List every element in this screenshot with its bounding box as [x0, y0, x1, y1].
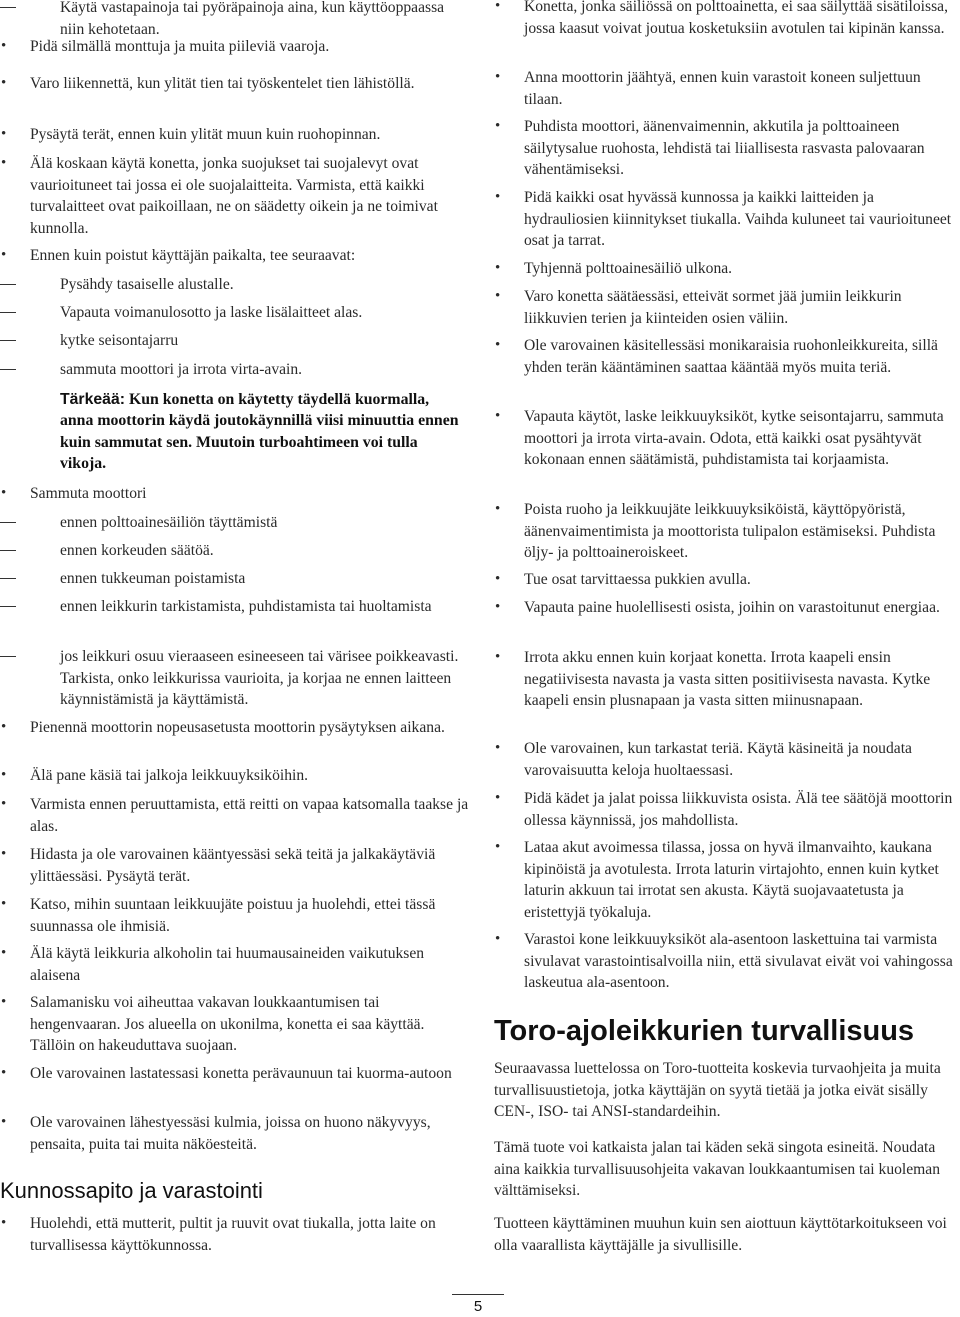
list-item: • Vapauta käytöt, laske leikkuuyksiköt, kytke seisontajarru, sammuta moottori ja irrota virta-avain. Odota, että kaikki osat pysähtyvät kokonaan ennen säätämistä, puhdistamista tai korjaamista.	[495, 408, 944, 468]
list-item: Pysähdy tasaiselle alustalle.	[0, 274, 470, 296]
list-item: • Tyhjennä polttoainesäiliö ulkona.	[494, 258, 956, 280]
list-item: sammuta moottori ja irrota virta-avain.	[0, 359, 470, 381]
list-item: • Pysäytä terät, ennen kuin ylität muun kuin ruohopinnan.	[0, 124, 470, 146]
section-heading-safety: Toro-ajoleikkurien turvallisuus	[494, 1015, 915, 1047]
bullet-marker: •	[1, 155, 7, 171]
list-item: • Vapauta paine huolellisesti osista, joihin on varastoitunut energiaa.	[494, 597, 956, 619]
list-item: • Varo liikennettä, kun ylität tien tai työskentelet tien lähistöllä.	[0, 73, 470, 95]
list-item: • Ole varovainen käsitellessäsi monikaraisia ruohonleikkureita, sillä yhden terän kääntäminen saattaa kääntää myös muita teriä.	[495, 337, 938, 376]
bullet-marker: •	[1, 1065, 7, 1081]
list-item: ennen tukkeuman poistamista	[0, 568, 470, 590]
list-item: • Älä koskaan käytä konetta, jonka suojukset tai suojalevyt ovat vaurioituneet tai jossa ei ole suojalaitteita. Varmista, että kaikki turvalaitteet ovat paikoillaan, ne on säädetty oikein ja ne toimivat kunnolla.	[1, 155, 438, 237]
bullet-marker: •	[1, 767, 7, 783]
bullet-marker: •	[1, 75, 7, 91]
list-item: kytke seisontajarru	[0, 330, 470, 352]
bullet-marker: •	[495, 337, 501, 353]
dash-marker	[0, 7, 16, 8]
list-item: • Pienennä moottorin nopeusasetusta moottorin pysäytyksen aikana.	[0, 717, 470, 739]
dash-marker	[0, 369, 16, 370]
bullet-marker: •	[495, 740, 501, 756]
bullet-marker: •	[1, 38, 7, 54]
list-item: • Irrota akku ennen kuin korjaat konetta. Irrota kaapeli ensin negatiivisesta navasta ja vasta sitten positiivisesta navasta. Kytke kaapeli ensin plusnapaan ja vasta sitten miinusnapaan.	[495, 649, 931, 709]
list-item: jos leikkuri osuu vieraaseen esineeseen tai värisee poikkeavasti. Tarkista, onko leikkurissa vaurioita, ja korjaa ne ennen laitteen käynnistämistä ja käyttämistä.	[0, 646, 470, 711]
bullet-marker: •	[1, 896, 7, 912]
dash-marker	[0, 656, 16, 657]
list-item: • Pidä kädet ja jalat poissa liikkuvista osista. Älä tee säätöjä moottorin ollessa käynnissä, jos mahdollista.	[495, 790, 953, 829]
list-item: • Älä pane käsiä tai jalkoja leikkuuyksiköihin.	[0, 765, 470, 787]
bullet-marker: •	[495, 790, 501, 806]
bullet-marker: •	[495, 649, 501, 665]
list-item: • Sammuta moottori	[0, 483, 470, 505]
list-item: ennen leikkurin tarkistamista, puhdistamista tai huoltamista	[0, 596, 470, 618]
safety-paragraph: Seuraavassa luettelossa on Toro-tuotteita koskevia turvaohjeita ja muita turvallisuustietoja, jotka käyttäjän on syytä tietää ja jotka eivät sisälly CEN-, ISO- tai ANSI-standardeihin.	[494, 1060, 941, 1120]
dash-marker	[0, 550, 16, 551]
page-number-rule	[452, 1294, 504, 1295]
bullet-marker: •	[495, 260, 501, 276]
list-item: • Lataa akut avoimessa tilassa, jossa on hyvä ilmanvaihto, kaukana kipinöistä ja avotulesta. Irrota laturin virtajohto, ennen kuin kytket laturin akkuun tai irrotat sen akusta. Käytä suojavaatetusta ja eristettyjä työkaluja.	[495, 839, 939, 921]
dash-marker	[0, 606, 16, 607]
list-item: • Huolehdi, että mutterit, pultit ja ruuvit ovat tiukalla, jotta laite on turvallisessa käyttökunnossa.	[1, 1215, 436, 1254]
bullet-marker: •	[495, 839, 501, 855]
bullet-marker: •	[1, 846, 7, 862]
bullet-marker: •	[495, 408, 501, 424]
important-note	[60, 389, 466, 474]
list-item: ennen polttoainesäiliön täyttämistä	[0, 512, 470, 534]
list-item: • Varo konetta säätäessäsi, etteivät sormet jää jumiin leikkurin liikkuvien terien ja kiinteiden osien väliin.	[495, 288, 902, 327]
list-item: • Salamanisku voi aiheuttaa vakavan loukkaantumisen tai hengenvaaran. Jos alueella on ukonilma, konetta ei saa käyttää. Tällöin on hakeuduttava suojaan.	[1, 994, 425, 1054]
dash-marker	[0, 340, 16, 341]
list-item: • Ole varovainen, kun tarkastat teriä. Käytä käsineitä ja noudata varovaisuutta keloja huoltaessasi.	[495, 740, 912, 779]
bullet-marker: •	[1, 945, 7, 961]
bullet-marker: •	[495, 599, 501, 615]
list-item: Vapauta voimanulosotto ja laske lisälaitteet alas.	[0, 302, 470, 324]
list-item: Käytä vastapainoja tai pyöräpainoja aina, kun käyttöoppaassa niin kehotetaan.	[0, 0, 470, 40]
page-number: 5	[473, 1298, 483, 1315]
bullet-marker: •	[495, 0, 501, 14]
dash-marker	[0, 522, 16, 523]
bullet-marker: •	[495, 189, 501, 205]
bullet-marker: •	[495, 288, 501, 304]
bullet-marker: •	[1, 126, 7, 142]
list-item: • Ennen kuin poistut käyttäjän paikalta, tee seuraavat:	[0, 245, 470, 267]
bullet-marker: •	[495, 118, 501, 134]
important-text: Kun konetta on käytetty täydellä kuormalla, anna moottorin käydä joutokäynnillä viisi minuuttia ennen kuin sammutat sen. Muutoin turboahtimeen voi tulla vikoja.	[60, 391, 459, 472]
dash-marker	[0, 578, 16, 579]
section-heading-maintenance: Kunnossapito ja varastointi	[0, 1178, 263, 1203]
list-item: • Ole varovainen lähestyessäsi kulmia, joissa on huono näkyvyys, pensaita, puita tai muita näköesteitä.	[1, 1114, 431, 1153]
bullet-marker: •	[1, 485, 7, 501]
bullet-marker: •	[495, 571, 501, 587]
list-item: • Katso, mihin suuntaan leikkuujäte poistuu ja huolehdi, ettei tässä suunnassa ole ihmisiä.	[1, 896, 436, 935]
list-item: • Pidä silmällä monttuja ja muita piileviä vaaroja.	[0, 36, 470, 58]
safety-paragraph: Tämä tuote voi katkaista jalan tai käden sekä singota esineitä. Noudata aina kaikkia turvallisuusohjeita vakavan loukkaantumisen tai kuoleman välttämiseksi.	[494, 1139, 941, 1199]
safety-paragraph: Tuotteen käyttäminen muuhun kuin sen aiottuun käyttötarkoitukseen voi olla vaarallista käyttäjälle ja sivullisille.	[494, 1215, 947, 1254]
important-label: Tärkeää:	[60, 391, 125, 408]
dash-marker	[0, 284, 16, 285]
bullet-marker: •	[1, 247, 7, 263]
list-item: • Älä käytä leikkuria alkoholin tai huumausaineiden vaikutuksen alaisena	[1, 945, 425, 984]
list-item: • Tue osat tarvittaessa pukkien avulla.	[494, 569, 956, 591]
bullet-marker: •	[495, 931, 501, 947]
bullet-marker: •	[495, 69, 501, 85]
bullet-marker: •	[1, 1215, 7, 1231]
list-item: • Anna moottorin jäähtyä, ennen kuin varastoit koneen suljettuun tilaan.	[495, 69, 921, 108]
bullet-marker: •	[1, 796, 7, 812]
list-item: • Puhdista moottori, äänenvaimennin, akkutila ja polttoaineen säilytysalue ruohosta, lehdistä tai liiallisesta rasvasta palovaaran vähentämiseksi.	[495, 118, 925, 178]
dash-marker	[0, 312, 16, 313]
bullet-marker: •	[1, 1114, 7, 1130]
bullet-marker: •	[1, 994, 7, 1010]
list-item: • Poista ruoho ja leikkuujäte leikkuuyksiköistä, käyttöpyöristä, äänenvaimentimista ja moottorista tulipalon estämiseksi. Puhdista öljy- ja polttoaineroiskeet.	[495, 501, 936, 561]
bullet-marker: •	[1, 719, 7, 735]
list-item: • Konetta, jonka säiliössä on polttoainetta, ei saa säilyttää sisätiloissa, jossa kaasut voivat joutua kosketuksiin avotulen tai kipinän kanssa.	[494, 0, 956, 39]
list-item: ennen korkeuden säätöä.	[0, 540, 470, 562]
list-item: • Hidasta ja ole varovainen kääntyessäsi sekä teitä ja jalkakäytäviä ylittäessäsi. Pysäytä terät.	[1, 846, 436, 885]
list-item: • Varastoi kone leikkuuyksiköt ala-asentoon laskettuina tai varmista sivulavat varastointisalvoilla niin, että sivulavat eivät voi vahingossa laskeutua ala-asentoon.	[495, 931, 953, 991]
bullet-marker: •	[495, 501, 501, 517]
list-item: • Pidä kaikki osat hyvässä kunnossa ja kaikki laitteiden ja hydrauliosien kiinnitykset tiukalla. Vaihda kuluneet tai vaurioituneet osat ja tarrat.	[495, 189, 952, 249]
list-item: • Ole varovainen lastatessasi konetta perävaunuun tai kuorma-autoon	[0, 1063, 470, 1085]
list-item: • Varmista ennen peruuttamista, että reitti on vapaa katsomalla taakse ja alas.	[1, 796, 469, 835]
